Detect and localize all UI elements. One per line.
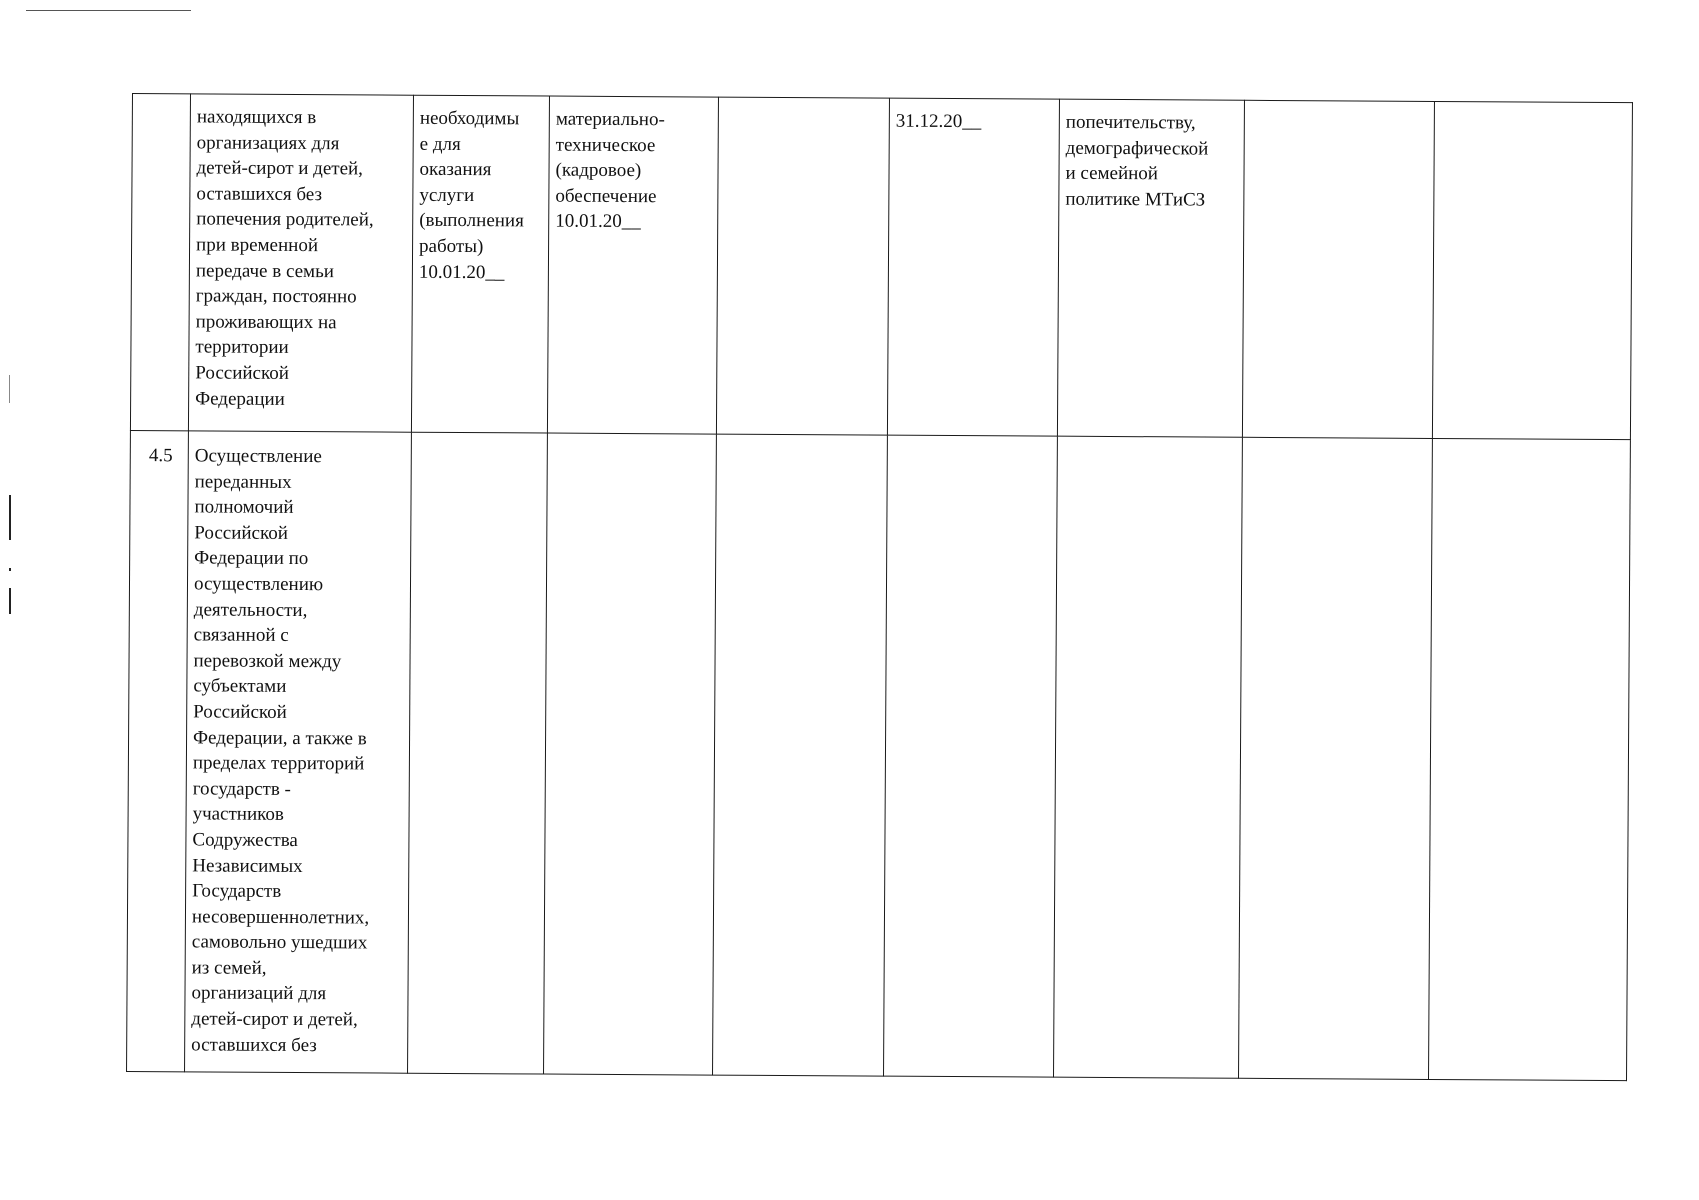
empty-cell bbox=[1428, 438, 1630, 1080]
responsible-cell: попечительству, демографической и семейной политике МТиСЗ bbox=[1057, 99, 1244, 437]
empty-cell bbox=[1239, 437, 1433, 1079]
empty-cell bbox=[1242, 100, 1434, 438]
responsible-cell bbox=[1054, 436, 1243, 1078]
row-number-cell bbox=[130, 94, 190, 431]
empty-cell bbox=[716, 97, 889, 435]
plan-table bbox=[126, 93, 1633, 1081]
conditions-cell: необходимы е для оказания услуги (выполнения работы) 10.01.20__ bbox=[411, 95, 549, 433]
scan-margin-mark bbox=[9, 568, 11, 571]
deadline-cell bbox=[884, 435, 1058, 1077]
scan-margin-mark bbox=[9, 495, 11, 540]
event-cell: находящихся в организациях для детей-сирот и детей, оставшихся без попечения родителей, при временной передаче в семьи граждан, постоянно проживающих на территории Российской Федерации bbox=[188, 94, 413, 432]
deadline-cell: 31.12.20__ bbox=[887, 98, 1059, 436]
empty-cell bbox=[713, 434, 888, 1076]
scan-top-line bbox=[26, 10, 191, 11]
provision-cell bbox=[544, 433, 717, 1075]
row-number-cell: 4.5 bbox=[127, 430, 189, 1071]
table-row bbox=[127, 430, 1631, 1080]
provision-cell: материально- техническое (кадровое) обеспечение 10.01.20__ bbox=[547, 96, 718, 434]
table-row bbox=[130, 94, 1632, 440]
scan-margin-mark bbox=[9, 588, 11, 614]
empty-cell bbox=[1432, 101, 1632, 439]
scan-margin-mark bbox=[9, 375, 10, 403]
event-cell: Осуществление переданных полномочий Российской Федерации по осуществлению деятельности, связанной с перевозкой между субъектами Российской Федерации, а также в пределах территорий государств - участников Содружества Независимых Государств несовершеннолетних, самовольно ушедших из семей, организаций для детей-сирот и детей, оставшихся без bbox=[185, 431, 412, 1073]
conditions-cell bbox=[408, 432, 548, 1074]
